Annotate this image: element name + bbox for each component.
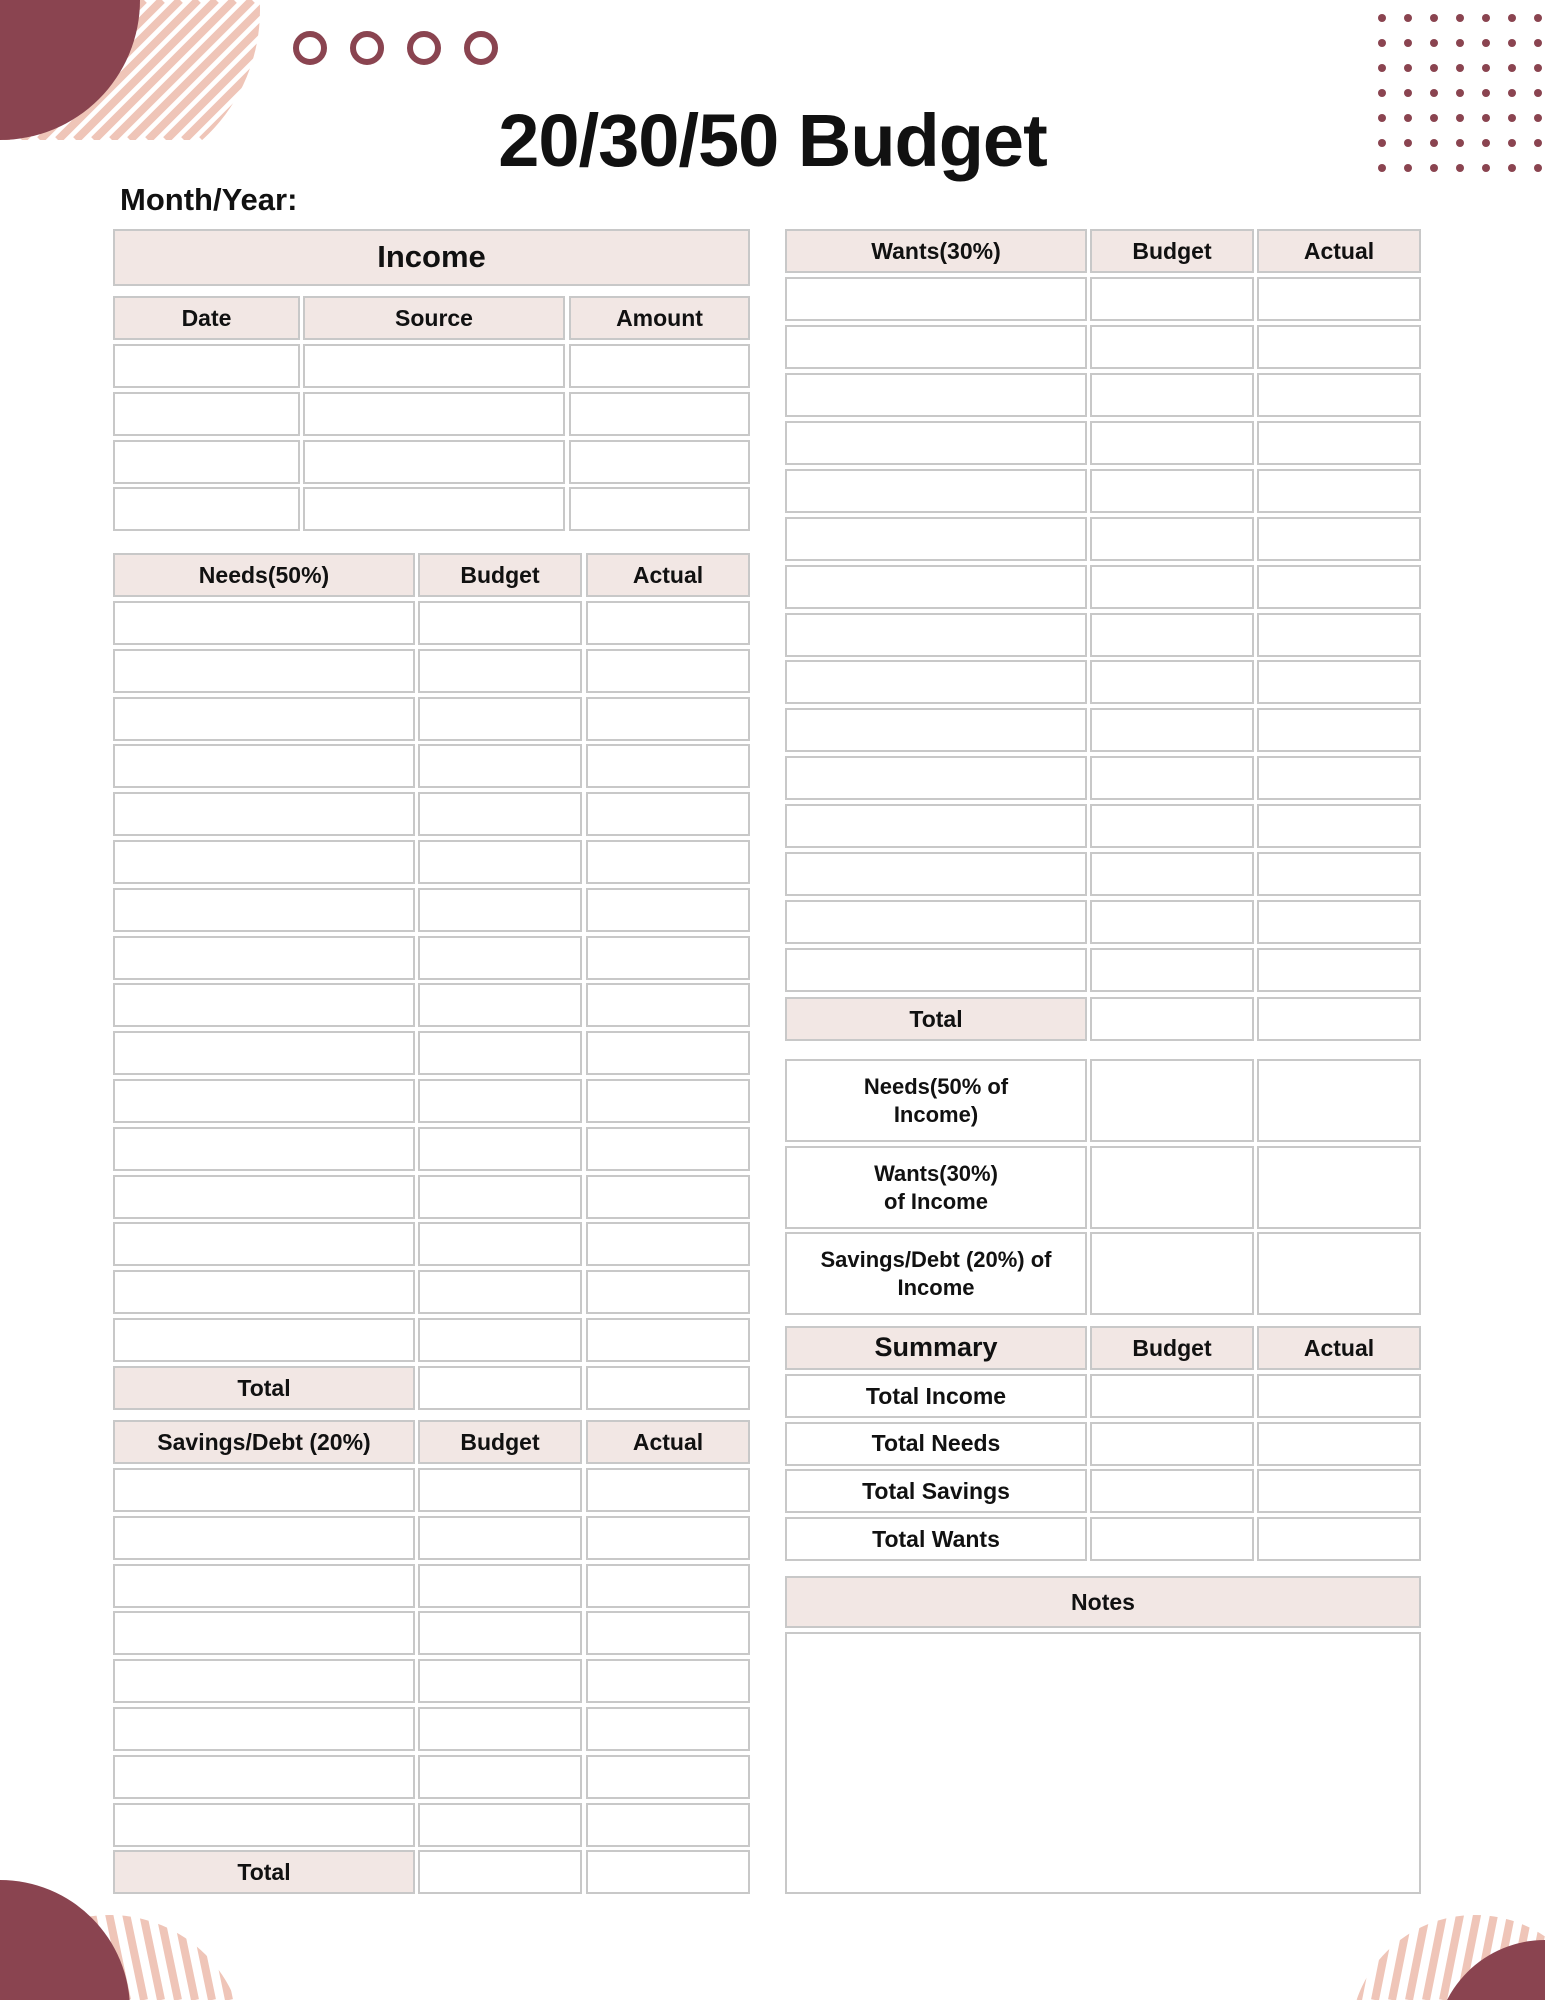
dot [1482,64,1490,72]
wants-budget-cell[interactable] [1090,421,1254,465]
wants-actual-cell[interactable] [1257,900,1421,944]
savings-actual-cell[interactable] [586,1659,750,1703]
needs-budget-cell[interactable] [418,888,582,932]
needs-actual-cell[interactable] [586,936,750,980]
needs-budget-cell[interactable] [418,649,582,693]
wants-budget-cell[interactable] [1090,708,1254,752]
circle-outline-icon [296,34,324,62]
circle-outline-icon [467,34,495,62]
wants-actual-header: Actual [1257,229,1421,273]
needs-budget-cell[interactable] [418,1127,582,1171]
circle-outline-icon [353,34,381,62]
summary-budget-header: Budget [1090,1326,1254,1370]
summary-row-label: Total Income [785,1374,1087,1418]
needs-item-cell[interactable] [113,888,415,932]
allocation-wants-label: Wants(30%) of Income [785,1146,1087,1229]
savings-item-cell[interactable] [113,1707,415,1751]
notes-title: Notes [785,1576,1421,1628]
dot [1534,64,1542,72]
wants-budget-cell[interactable] [1090,900,1254,944]
needs-item-cell[interactable] [113,744,415,788]
wants-item-cell[interactable] [785,469,1087,513]
wants-actual-cell[interactable] [1257,756,1421,800]
needs-item-cell[interactable] [113,1079,415,1123]
needs-budget-cell[interactable] [418,1222,582,1266]
needs-item-cell[interactable] [113,983,415,1027]
wants-budget-header: Budget [1090,229,1254,273]
wants-budget-cell[interactable] [1090,325,1254,369]
needs-budget-cell[interactable] [418,601,582,645]
needs-item-cell[interactable] [113,1127,415,1171]
summary-title: Summary [785,1326,1087,1370]
summary-actual-cell[interactable] [1257,1517,1421,1561]
savings-actual-cell[interactable] [586,1468,750,1512]
wants-budget-cell[interactable] [1090,660,1254,704]
needs-item-cell[interactable] [113,1318,415,1362]
wants-item-cell[interactable] [785,613,1087,657]
wants-actual-cell[interactable] [1257,804,1421,848]
needs-actual-cell[interactable] [586,1318,750,1362]
wants-item-cell[interactable] [785,325,1087,369]
needs-budget-cell[interactable] [418,936,582,980]
dot [1508,89,1516,97]
summary-row-label: Total Needs [785,1422,1087,1466]
income-date-header: Date [113,296,300,340]
wants-actual-cell[interactable] [1257,565,1421,609]
savings-item-cell[interactable] [113,1755,415,1799]
income-source-header: Source [303,296,565,340]
savings-budget-cell[interactable] [418,1468,582,1512]
wants-item-cell[interactable] [785,565,1087,609]
dot [1508,64,1516,72]
ring-icons [290,28,510,68]
needs-item-cell[interactable] [113,601,415,645]
dot [1430,64,1438,72]
dot [1534,89,1542,97]
wants-item-cell[interactable] [785,900,1087,944]
savings-budget-cell[interactable] [418,1659,582,1703]
needs-actual-header: Actual [586,553,750,597]
needs-budget-cell[interactable] [418,840,582,884]
dot [1534,14,1542,22]
summary-budget-cell[interactable] [1090,1517,1254,1561]
income-source-cell[interactable] [303,344,565,388]
needs-item-cell[interactable] [113,697,415,741]
dot [1430,14,1438,22]
income-source-cell[interactable] [303,487,565,531]
wants-budget-cell[interactable] [1090,565,1254,609]
wants-item-cell[interactable] [785,660,1087,704]
allocation-wants-actual-cell[interactable] [1257,1146,1421,1229]
needs-actual-cell[interactable] [586,649,750,693]
needs-budget-header: Budget [418,553,582,597]
income-source-cell[interactable] [303,440,565,484]
needs-actual-cell[interactable] [586,1031,750,1075]
needs-actual-cell[interactable] [586,1270,750,1314]
summary-budget-cell[interactable] [1090,1374,1254,1418]
dot [1404,89,1412,97]
summary-actual-header: Actual [1257,1326,1421,1370]
savings-actual-cell[interactable] [586,1755,750,1799]
summary-actual-cell[interactable] [1257,1374,1421,1418]
allocation-wants-budget-cell[interactable] [1090,1146,1254,1229]
needs-actual-cell[interactable] [586,1175,750,1219]
wants-item-cell[interactable] [785,277,1087,321]
wants-budget-cell[interactable] [1090,804,1254,848]
dot [1482,39,1490,47]
needs-budget-cell[interactable] [418,744,582,788]
wants-budget-cell[interactable] [1090,852,1254,896]
wants-item-cell[interactable] [785,421,1087,465]
dot [1456,89,1464,97]
needs-item-cell[interactable] [113,1031,415,1075]
circle-outline-icon [410,34,438,62]
dot [1508,14,1516,22]
income-date-cell[interactable] [113,487,300,531]
needs-budget-cell[interactable] [418,983,582,1027]
savings-budget-cell[interactable] [418,1707,582,1751]
bottom-right-decoration [1290,1900,1545,2000]
summary-actual-cell[interactable] [1257,1469,1421,1513]
needs-item-cell[interactable] [113,1175,415,1219]
dot [1482,14,1490,22]
needs-total-label: Total [113,1366,415,1410]
wants-item-cell[interactable] [785,804,1087,848]
needs-item-cell[interactable] [113,1222,415,1266]
needs-total-actual-cell[interactable] [586,1366,750,1410]
savings-actual-cell[interactable] [586,1707,750,1751]
page-title: 20/30/50 Budget [498,99,1047,182]
wants-total-label: Total [785,997,1087,1041]
savings-item-cell[interactable] [113,1516,415,1560]
wants-item-cell[interactable] [785,756,1087,800]
savings-item-cell[interactable] [113,1611,415,1655]
needs-actual-cell[interactable] [586,983,750,1027]
dot [1534,39,1542,47]
wants-budget-cell[interactable] [1090,613,1254,657]
income-amount-cell[interactable] [569,344,750,388]
wants-item-cell[interactable] [785,948,1087,992]
savings-item-cell[interactable] [113,1803,415,1847]
allocation-savings-actual-cell[interactable] [1257,1232,1421,1315]
dot [1508,39,1516,47]
savings-budget-cell[interactable] [418,1516,582,1560]
wants-total-budget-cell[interactable] [1090,997,1254,1041]
summary-row-label: Total Savings [785,1469,1087,1513]
wants-actual-cell[interactable] [1257,373,1421,417]
savings-actual-cell[interactable] [586,1611,750,1655]
wants-actual-cell[interactable] [1257,421,1421,465]
wants-item-cell[interactable] [785,708,1087,752]
savings-budget-cell[interactable] [418,1755,582,1799]
needs-actual-cell[interactable] [586,601,750,645]
needs-actual-cell[interactable] [586,840,750,884]
needs-actual-cell[interactable] [586,1127,750,1171]
savings-actual-cell[interactable] [586,1516,750,1560]
wants-actual-cell[interactable] [1257,852,1421,896]
needs-item-cell[interactable] [113,792,415,836]
wants-actual-cell[interactable] [1257,325,1421,369]
savings-category-header: Savings/Debt (20%) [113,1420,415,1464]
dot [1456,14,1464,22]
savings-total-budget-cell[interactable] [418,1850,582,1894]
needs-budget-cell[interactable] [418,1079,582,1123]
dot [1430,89,1438,97]
allocation-needs-label: Needs(50% of Income) [785,1059,1087,1142]
needs-budget-cell[interactable] [418,1031,582,1075]
savings-total-label: Total [113,1850,415,1894]
savings-actual-header: Actual [586,1420,750,1464]
wants-item-cell[interactable] [785,517,1087,561]
wants-actual-cell[interactable] [1257,469,1421,513]
needs-actual-cell[interactable] [586,744,750,788]
wants-category-header: Wants(30%) [785,229,1087,273]
savings-item-cell[interactable] [113,1564,415,1608]
income-amount-cell[interactable] [569,487,750,531]
needs-actual-cell[interactable] [586,888,750,932]
dot [1430,39,1438,47]
wants-budget-cell[interactable] [1090,373,1254,417]
savings-budget-header: Budget [418,1420,582,1464]
dot [1378,89,1386,97]
dot [1456,39,1464,47]
income-title: Income [113,229,750,286]
needs-category-header: Needs(50%) [113,553,415,597]
wants-actual-cell[interactable] [1257,277,1421,321]
savings-item-cell[interactable] [113,1468,415,1512]
needs-budget-cell[interactable] [418,697,582,741]
wants-item-cell[interactable] [785,373,1087,417]
needs-budget-cell[interactable] [418,1175,582,1219]
wants-budget-cell[interactable] [1090,517,1254,561]
savings-actual-cell[interactable] [586,1803,750,1847]
allocation-savings-budget-cell[interactable] [1090,1232,1254,1315]
wants-total-actual-cell[interactable] [1257,997,1421,1041]
needs-item-cell[interactable] [113,840,415,884]
summary-budget-cell[interactable] [1090,1469,1254,1513]
wants-budget-cell[interactable] [1090,948,1254,992]
income-amount-cell[interactable] [569,392,750,436]
savings-total-actual-cell[interactable] [586,1850,750,1894]
needs-item-cell[interactable] [113,936,415,980]
needs-budget-cell[interactable] [418,1318,582,1362]
savings-actual-cell[interactable] [586,1564,750,1608]
needs-budget-cell[interactable] [418,1270,582,1314]
allocation-needs-actual-cell[interactable] [1257,1059,1421,1142]
notes-area[interactable] [785,1632,1421,1894]
wants-actual-cell[interactable] [1257,660,1421,704]
dot [1378,14,1386,22]
dot [1378,64,1386,72]
wants-actual-cell[interactable] [1257,708,1421,752]
needs-item-cell[interactable] [113,649,415,693]
needs-item-cell[interactable] [113,1270,415,1314]
dot [1404,14,1412,22]
dot [1378,39,1386,47]
income-amount-header: Amount [569,296,750,340]
allocation-savings-label: Savings/Debt (20%) of Income [785,1232,1087,1315]
income-amount-cell[interactable] [569,440,750,484]
allocation-needs-budget-cell[interactable] [1090,1059,1254,1142]
wants-item-cell[interactable] [785,852,1087,896]
needs-actual-cell[interactable] [586,792,750,836]
wants-budget-cell[interactable] [1090,469,1254,513]
needs-actual-cell[interactable] [586,1222,750,1266]
dot [1482,89,1490,97]
savings-budget-cell[interactable] [418,1564,582,1608]
savings-item-cell[interactable] [113,1659,415,1703]
income-source-cell[interactable] [303,392,565,436]
wants-budget-cell[interactable] [1090,277,1254,321]
wants-actual-cell[interactable] [1257,948,1421,992]
month-year-label: Month/Year: [120,182,298,217]
dot [1404,64,1412,72]
dot [1456,64,1464,72]
wants-actual-cell[interactable] [1257,613,1421,657]
wants-budget-cell[interactable] [1090,756,1254,800]
needs-total-budget-cell[interactable] [418,1366,582,1410]
dot [1404,39,1412,47]
savings-budget-cell[interactable] [418,1611,582,1655]
income-date-cell[interactable] [113,392,300,436]
income-date-cell[interactable] [113,440,300,484]
needs-budget-cell[interactable] [418,792,582,836]
summary-budget-cell[interactable] [1090,1422,1254,1466]
income-date-cell[interactable] [113,344,300,388]
wants-actual-cell[interactable] [1257,517,1421,561]
summary-row-label: Total Wants [785,1517,1087,1561]
savings-budget-cell[interactable] [418,1803,582,1847]
summary-actual-cell[interactable] [1257,1422,1421,1466]
needs-actual-cell[interactable] [586,697,750,741]
needs-actual-cell[interactable] [586,1079,750,1123]
bottom-left-decoration [0,1880,300,2000]
